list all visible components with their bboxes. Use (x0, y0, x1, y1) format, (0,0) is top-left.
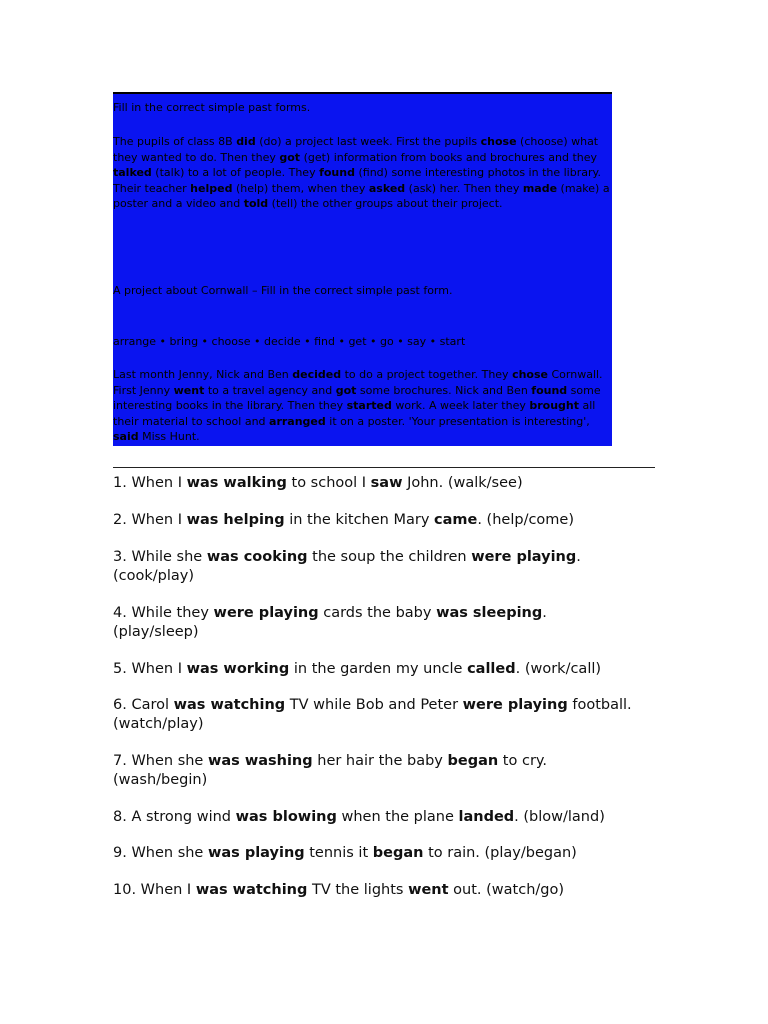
answer-found: found (319, 166, 355, 180)
answer-arranged: arranged (269, 414, 326, 428)
word-list: arrange • bring • choose • decide • find • get • go • say • start (113, 335, 466, 348)
answer-asked: asked (368, 181, 406, 195)
paragraph-text: Cornwall. First Jenny (113, 368, 603, 397)
answer-got: got (335, 383, 357, 397)
cornwall-paragraph (113, 367, 611, 445)
answer-simple-past: were playing (471, 549, 577, 565)
item-text: in the garden my uncle (289, 661, 468, 677)
answer-simple-past: called (467, 661, 516, 677)
item-text: . (work/call) (515, 661, 602, 677)
exercise-item (113, 752, 613, 790)
answer-simple-past: went (408, 882, 449, 898)
answer-chose: chose (512, 368, 548, 381)
project-paragraph (113, 134, 611, 212)
item-text: 3. While she (113, 549, 207, 565)
exercise-item (113, 696, 633, 734)
paragraph-text: (tell) the other groups about their project. (268, 197, 503, 211)
item-text: football. (watch/play) (113, 697, 632, 732)
answer-progressive: was working (186, 661, 290, 677)
paragraph-text: some interesting books in the library. Then they (113, 383, 601, 413)
answer-progressive: was playing (207, 845, 305, 861)
paragraph-text: The pupils of class 8B (113, 135, 237, 148)
answer-said: said (113, 430, 139, 444)
exercise-item (113, 604, 613, 642)
answer-went: went (173, 383, 205, 397)
answer-progressive: was blowing (235, 809, 337, 825)
answer-started: started (346, 399, 392, 413)
item-text: 9. When she (113, 845, 208, 861)
item-text: TV the lights (307, 882, 409, 898)
item-text: 2. When I (113, 512, 187, 528)
item-text: to rain. (play/began) (423, 845, 577, 861)
answer-simple-past: came (434, 512, 478, 528)
answer-helped: helped (190, 181, 233, 195)
paragraph-text: to do a project together. They (341, 368, 513, 381)
answer-made: made (522, 181, 558, 195)
answer-progressive: was walking (186, 475, 287, 491)
paragraph-text: (make) a poster and a video and (113, 181, 610, 211)
answer-progressive: was washing (207, 753, 313, 769)
paragraph-text: (talk) to a lot of people. They (151, 166, 320, 180)
item-text: 5. When I (113, 661, 187, 677)
exercise-item (113, 511, 673, 530)
item-text: to school I (286, 475, 371, 491)
paragraph-text: work. A week later they (391, 399, 530, 413)
answer-chose: chose (480, 135, 517, 148)
item-text: her hair the baby (312, 753, 448, 769)
item-text: in the kitchen Mary (284, 512, 435, 528)
item-text: . (help/come) (477, 512, 574, 528)
exercise-item (113, 808, 673, 827)
item-text: 6. Carol (113, 697, 174, 713)
paragraph-text: (ask) her. Then they (405, 181, 523, 195)
item-text: 7. When she (113, 753, 208, 769)
item-text: . (cook/play) (113, 549, 581, 584)
answer-simple-past: was sleeping (436, 605, 543, 621)
paragraph-text: Last month Jenny, Nick and Ben (113, 368, 293, 381)
answer-simple-past: were playing (462, 697, 568, 713)
item-text: 4. While they (113, 605, 214, 621)
answer-decided: decided (292, 368, 342, 381)
instruction-cornwall: A project about Cornwall – Fill in the correct simple past form. (113, 284, 453, 297)
answer-progressive: were playing (213, 605, 319, 621)
answer-simple-past: landed (458, 809, 515, 825)
answer-talked: talked (113, 166, 152, 180)
item-text: 10. When I (113, 882, 196, 898)
answer-told: told (243, 197, 269, 211)
horizontal-divider (113, 467, 655, 468)
answer-brought: brought (529, 399, 580, 413)
paragraph-text: it on a poster. 'Your presentation is interesting', (325, 414, 590, 428)
answer-progressive: was cooking (206, 549, 308, 565)
item-text: 1. When I (113, 475, 187, 491)
paragraph-text: Miss Hunt. (138, 430, 200, 444)
item-text: . (play/sleep) (113, 605, 547, 640)
instruction-simple-past: Fill in the correct simple past forms. (113, 101, 311, 114)
exercise-item (113, 548, 633, 586)
item-text: John. (walk/see) (402, 475, 523, 491)
item-text: cards the baby (318, 605, 437, 621)
answer-got: got (279, 150, 301, 164)
paragraph-text: some brochures. Nick and Ben (356, 383, 532, 397)
answer-progressive: was watching (173, 697, 286, 713)
answer-progressive: was helping (186, 512, 285, 528)
item-text: to cry. (wash/begin) (113, 753, 548, 788)
exercise-item (113, 881, 673, 900)
answer-simple-past: began (372, 845, 424, 861)
exercise-item (113, 474, 673, 493)
answer-did: did (236, 135, 256, 148)
exercise-item (113, 660, 673, 679)
paragraph-text: (find) some interesting photos in the library. Their teacher (113, 166, 601, 195)
paragraph-text: (choose) what they wanted to do. Then they (113, 135, 599, 164)
exercise-item (113, 844, 673, 863)
item-text: the soup the children (307, 549, 472, 565)
answer-progressive: was watching (195, 882, 308, 898)
paragraph-text: (do) a project last week. First the pupils (255, 135, 481, 148)
item-text: when the plane (336, 809, 459, 825)
paragraph-text: all their material to school and (113, 399, 596, 428)
answer-simple-past: saw (370, 475, 403, 491)
answer-found: found (531, 383, 568, 397)
item-text: tennis it (304, 845, 373, 861)
paragraph-text: (help) them, when they (232, 181, 369, 195)
paragraph-text: to a travel agency and (204, 383, 336, 397)
item-text: . (blow/land) (514, 809, 605, 825)
item-text: out. (watch/go) (448, 882, 565, 898)
item-text: 8. A strong wind (113, 809, 236, 825)
item-text: TV while Bob and Peter (285, 697, 463, 713)
paragraph-text: (get) information from books and brochures and they (300, 150, 598, 164)
answer-simple-past: began (447, 753, 499, 769)
blue-exercise-box (113, 92, 612, 446)
